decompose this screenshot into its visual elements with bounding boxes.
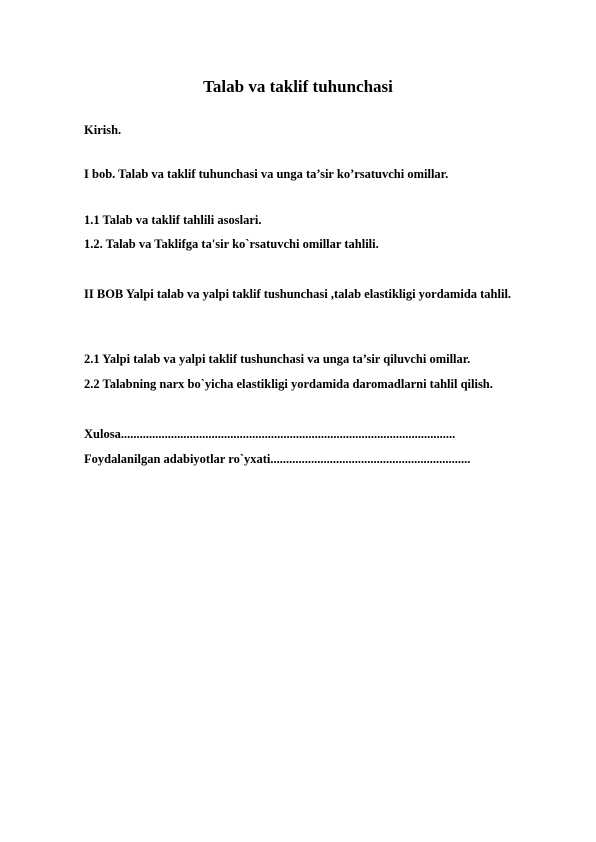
document-title: Talab va taklif tuhunchasi <box>203 77 393 96</box>
toc-entry-chapter-2: II BOB Yalpi talab va yalpi taklif tushunchasi ,talab elastikligi yordamida tahlil. <box>84 287 512 301</box>
toc-entry-chapter-1: I bob. Talab va taklif tuhunchasi va unga ta’sir ko’rsatuvchi omillar. <box>84 167 449 181</box>
toc-entry-section-1-1: 1.1 Talab va taklif tahlili asoslari. <box>84 213 262 227</box>
toc-entry-section-1-2: 1.2. Talab va Taklifga ta'sir ko`rsatuvchi omillar tahlili. <box>84 237 379 251</box>
toc-entry-section-2-1: 2.1 Yalpi talab va yalpi taklif tushunchasi va unga ta’sir qiluvchi omillar. <box>84 352 471 366</box>
toc-entry-introduction: Kirish. <box>84 123 122 137</box>
toc-entry-references: Foydalanilgan adabiyotlar ro`yxati................................................................ <box>84 452 471 466</box>
toc-entry-section-2-2: 2.2 Talabning narx bo`yicha elastikligi yordamida daromadlarni tahlil qilish. <box>84 377 493 391</box>
toc-entry-conclusion: Xulosa........................................................................................................... <box>84 427 456 441</box>
